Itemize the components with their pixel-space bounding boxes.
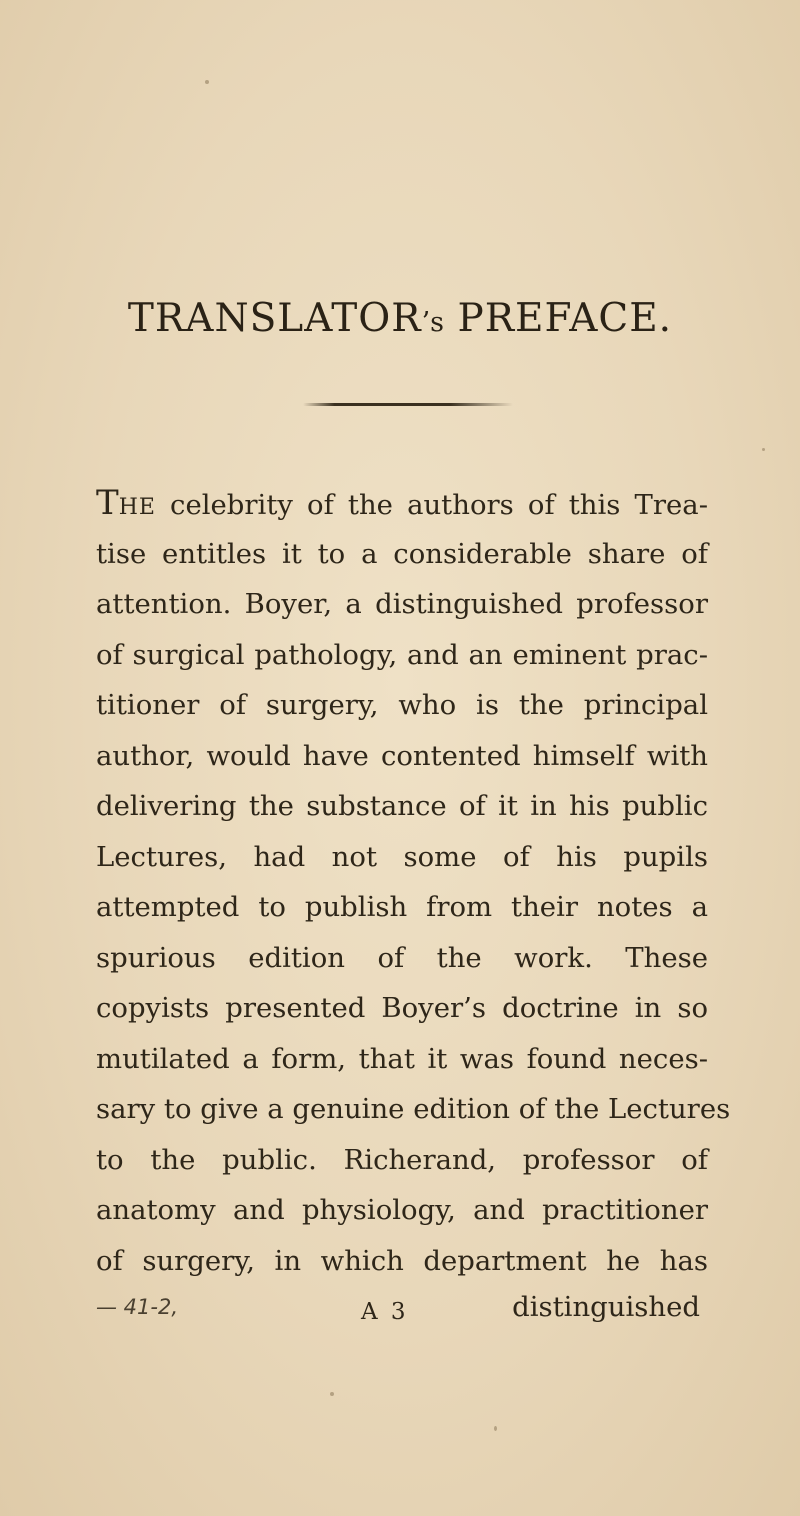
text-line: attempted to publish from their notes a: [96, 891, 708, 923]
title-possessive: ’s: [421, 307, 445, 338]
text-line: titioner of surgery, who is the principal: [96, 689, 708, 721]
handwritten-mark: — 41-2,: [96, 1295, 179, 1319]
text-line: spurious edition of the work. These: [96, 941, 708, 974]
small-caps: HE: [118, 495, 156, 520]
text-line: author, would have contented himself with: [96, 739, 708, 772]
title-rest: PREFACE.: [457, 296, 673, 341]
title-rule: [303, 403, 513, 406]
footer-line: [96, 1291, 708, 1341]
text-line: copyists presented Boyer’s doctrine in so: [96, 992, 708, 1024]
text-line: sary to give a genuine edition of the Lectures: [96, 1093, 731, 1125]
drop-cap: T: [96, 483, 119, 523]
paper-speck: [330, 1392, 334, 1396]
text-line: anatomy and physiology, and practitioner: [96, 1194, 708, 1226]
paper-speck: [205, 80, 209, 84]
paper-speck: [762, 448, 765, 451]
text-line: to the public. Richerand, professor of: [96, 1143, 708, 1176]
paper-speck: [494, 1426, 497, 1431]
line-text: celebrity of the authors of this Trea-: [155, 489, 708, 521]
text-line: tise entitles it to a considerable share of: [96, 537, 708, 570]
text-line: mutilated a form, that it was found neces-: [96, 1042, 708, 1075]
text-line: Lectures, had not some of his pupils: [96, 840, 708, 873]
title-main: TRANSLATOR: [127, 296, 422, 341]
signature-mark: A 3: [361, 1299, 409, 1325]
page-title: [0, 296, 800, 341]
text-line: attention. Boyer, a distinguished professor: [96, 588, 708, 620]
text-line: of surgery, in which department he has: [96, 1244, 708, 1277]
text-line: delivering the substance of it in his public: [96, 790, 708, 822]
text-line: [96, 478, 708, 529]
text-line: of surgical pathology, and an eminent prac-: [96, 638, 708, 671]
catchword: distinguished: [512, 1291, 700, 1323]
body-text: [96, 478, 731, 1286]
